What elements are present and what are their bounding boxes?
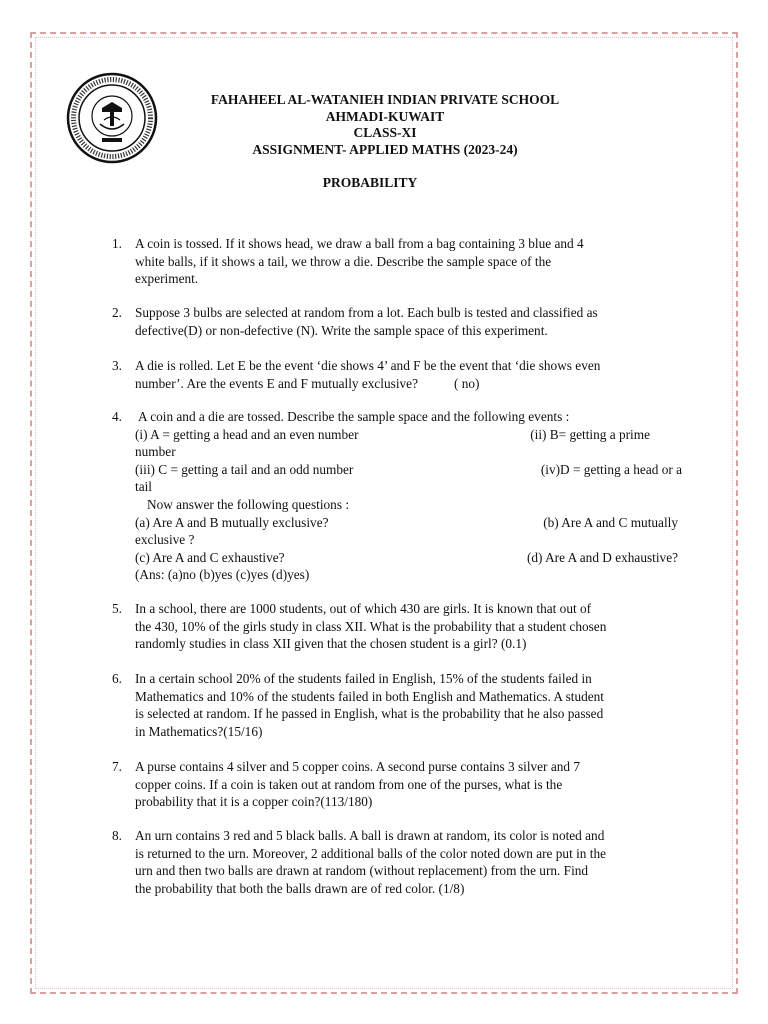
event-d: (iv)D = getting a head or a xyxy=(540,461,682,477)
question-line: probability that it is a copper coin?(113/180) xyxy=(135,794,373,810)
question-line: is returned to the urn. Moreover, 2 additional balls of the color noted down are put in the xyxy=(135,845,607,861)
event-b: (ii) B= getting a prime xyxy=(530,426,650,442)
sub-question-c: (c) Are A and C exhaustive? xyxy=(135,549,285,565)
question-line: urn and then two balls are drawn at random (without replacement) from the urn. Find xyxy=(135,863,589,879)
question-1 xyxy=(112,235,682,288)
question-line: experiment. xyxy=(135,271,199,287)
question-8 xyxy=(112,827,682,897)
school-name: FAHAHEEL AL-WATANIEH INDIAN PRIVATE SCHOOL xyxy=(210,92,560,107)
question-number: 2. xyxy=(112,305,122,320)
question-4 xyxy=(112,408,682,584)
question-line: A purse contains 4 silver and 5 copper coins. A second purse contains 3 silver and 7 xyxy=(135,759,580,774)
question-line: the 430, 10% of the girls study in class XII. What is the probability that a student chosen xyxy=(135,618,607,634)
question-number: 8. xyxy=(112,828,122,843)
question-number: 4. xyxy=(112,409,122,424)
answer: ( no) xyxy=(453,375,480,391)
sub-question-a: (a) Are A and B mutually exclusive? xyxy=(135,514,329,530)
question-line: defective(D) or non-defective (N). Write the sample space of this experiment. xyxy=(135,322,548,338)
question-line: Mathematics and 10% of the students failed in both English and Mathematics. A student xyxy=(135,688,605,704)
question-7 xyxy=(112,758,682,811)
question-line: A die is rolled. Let E be the event ‘die shows 4’ and F be the event that ‘die shows even xyxy=(135,358,601,373)
question-line: number xyxy=(135,444,176,460)
question-number: 1. xyxy=(112,236,122,251)
assignment-title: ASSIGNMENT- APPLIED MATHS (2023-24) xyxy=(252,141,518,157)
question-line: An urn contains 3 red and 5 black balls. A ball is drawn at random, its color is noted and xyxy=(135,828,605,843)
question-number: 5. xyxy=(112,601,122,616)
question-line: randomly studies in class XII given that the chosen student is a girl? (0.1) xyxy=(135,636,527,652)
school-header xyxy=(170,92,600,158)
question-5 xyxy=(112,600,682,653)
class-label: CLASS-XI xyxy=(353,125,417,140)
question-line: Suppose 3 bulbs are selected at random from a lot. Each bulb is tested and classified as xyxy=(135,305,598,320)
question-line: A coin and a die are tossed. Describe the sample space and the following events : xyxy=(138,409,570,424)
question-line: the probability that both the balls drawn are of red color. (1/8) xyxy=(135,880,465,896)
question-number: 7. xyxy=(112,759,122,774)
sub-question-d: (d) Are A and D exhaustive? xyxy=(526,549,678,565)
question-number: 6. xyxy=(112,671,122,686)
question-line: In a school, there are 1000 students, out of which 430 are girls. It is known that out of xyxy=(135,601,592,616)
question-6 xyxy=(112,670,682,740)
question-number: 3. xyxy=(112,358,122,373)
sub-question-b: (b) Are A and C mutually xyxy=(543,514,678,530)
question-line: in Mathematics?(15/16) xyxy=(135,723,263,739)
question-line: In a certain school 20% of the students failed in English, 15% of the students failed in xyxy=(135,671,592,686)
school-location: AHMADI-KUWAIT xyxy=(325,108,445,124)
question-line: A coin is tossed. If it shows head, we draw a ball from a bag containing 3 blue and 4 xyxy=(135,236,584,251)
question-line: copper coins. If a coin is taken out at random from one of the purses, what is the xyxy=(135,776,563,792)
answer: (Ans: (a)no (b)yes (c)yes (d)yes) xyxy=(135,567,310,583)
event-c: (iii) C = getting a tail and an odd number xyxy=(135,461,354,477)
event-a: (i) A = getting a head and an even number xyxy=(135,426,359,442)
question-line: is selected at random. If he passed in English, what is the probability that he also passed xyxy=(135,706,604,722)
question-line: tail xyxy=(135,479,152,495)
question-2 xyxy=(112,304,682,339)
question-line: Now answer the following questions : xyxy=(147,496,350,512)
question-line: exclusive ? xyxy=(135,532,195,548)
question-3 xyxy=(112,357,682,392)
question-line: number’. Are the events E and F mutually exclusive? xyxy=(135,375,418,391)
subject-title: PROBABILITY xyxy=(322,175,418,190)
question-line: white balls, if it shows a tail, we throw a die. Describe the sample space of the xyxy=(135,253,552,269)
school-crest-icon xyxy=(66,72,158,164)
